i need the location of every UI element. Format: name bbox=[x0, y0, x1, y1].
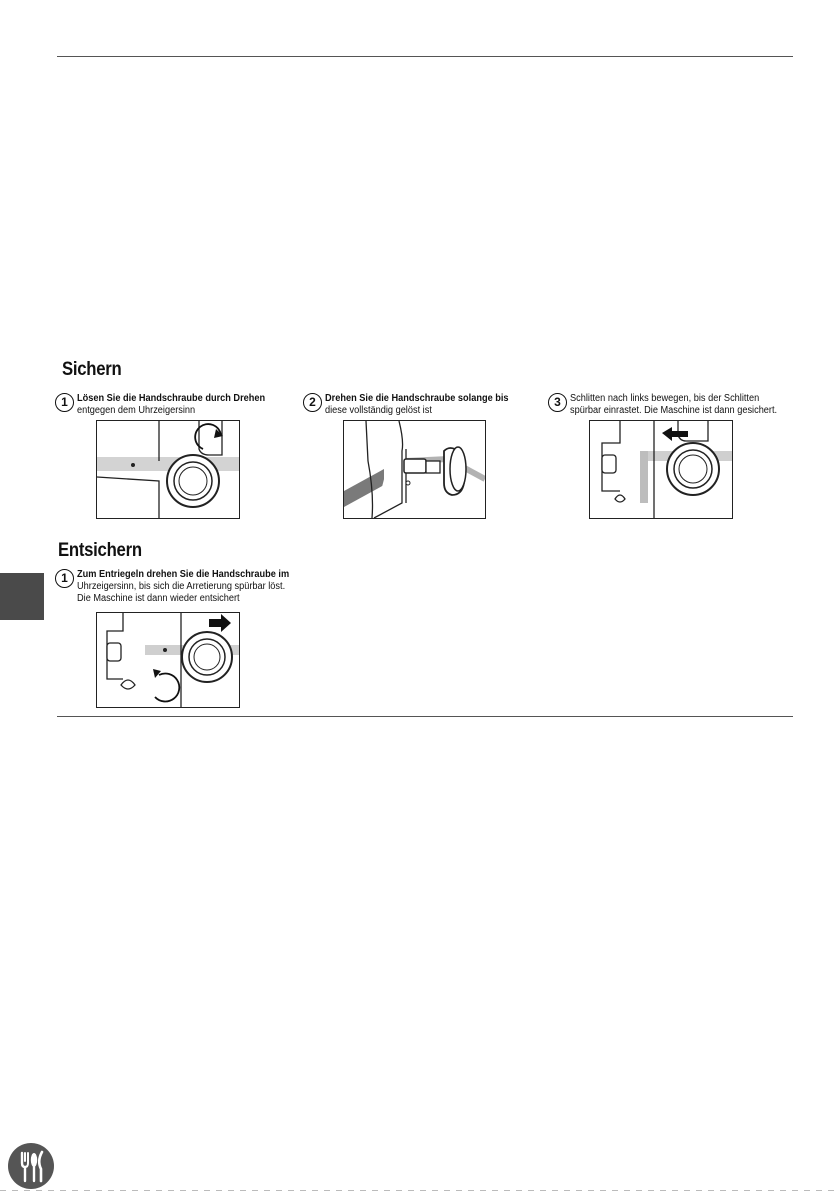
knob-icon bbox=[182, 632, 232, 682]
step-text-line-1: Schlitten nach links bewegen, bis der Schlitten bbox=[570, 393, 760, 404]
step-text-line-1: Drehen Sie die Handschraube solange bis bbox=[325, 393, 509, 404]
section-title-sichern: Sichern bbox=[62, 359, 122, 380]
chapter-tab bbox=[0, 573, 44, 620]
small-knob-icon bbox=[602, 455, 625, 502]
arrow-right-icon bbox=[209, 614, 231, 632]
illustration-slide-left bbox=[589, 420, 733, 519]
step-number: 1 bbox=[55, 393, 74, 412]
step-number: 3 bbox=[548, 393, 567, 412]
page-edge-line bbox=[0, 1190, 840, 1191]
step-number: 1 bbox=[55, 569, 74, 588]
cutlery-icon bbox=[8, 1143, 54, 1189]
knob-icon bbox=[167, 455, 219, 507]
step-text-line-1: Lösen Sie die Handschraube durch Drehen bbox=[77, 393, 266, 404]
screw-icon bbox=[404, 459, 440, 473]
knob-icon bbox=[444, 447, 466, 495]
step-text-line-1: Zum Entriegeln drehen Sie die Handschraube im bbox=[77, 569, 290, 580]
section-title-entsichern: Entsichern bbox=[58, 540, 142, 561]
illustration-knob-removed bbox=[343, 420, 486, 519]
step-text-line-2: diese vollständig gelöst ist bbox=[325, 405, 432, 416]
step-text-line-2: entgegen dem Uhrzeigersinn bbox=[77, 405, 196, 416]
rotate-clockwise-arrow-icon bbox=[153, 669, 179, 702]
illustration-unlock bbox=[96, 612, 240, 708]
knob-icon bbox=[667, 443, 719, 495]
illustration-loosen-knob bbox=[96, 420, 240, 519]
step-text-line-2: Uhrzeigersinn, bis sich die Arretierung spürbar löst. bbox=[77, 581, 286, 592]
small-knob-icon bbox=[107, 643, 135, 689]
bottom-rule bbox=[57, 716, 793, 717]
top-rule bbox=[57, 56, 793, 57]
step-number: 2 bbox=[303, 393, 322, 412]
step-text-line-2: spürbar einrastet. Die Maschine ist dann gesichert. bbox=[570, 405, 778, 416]
step-text-line-3: Die Maschine ist dann wieder entsichert bbox=[77, 593, 240, 604]
